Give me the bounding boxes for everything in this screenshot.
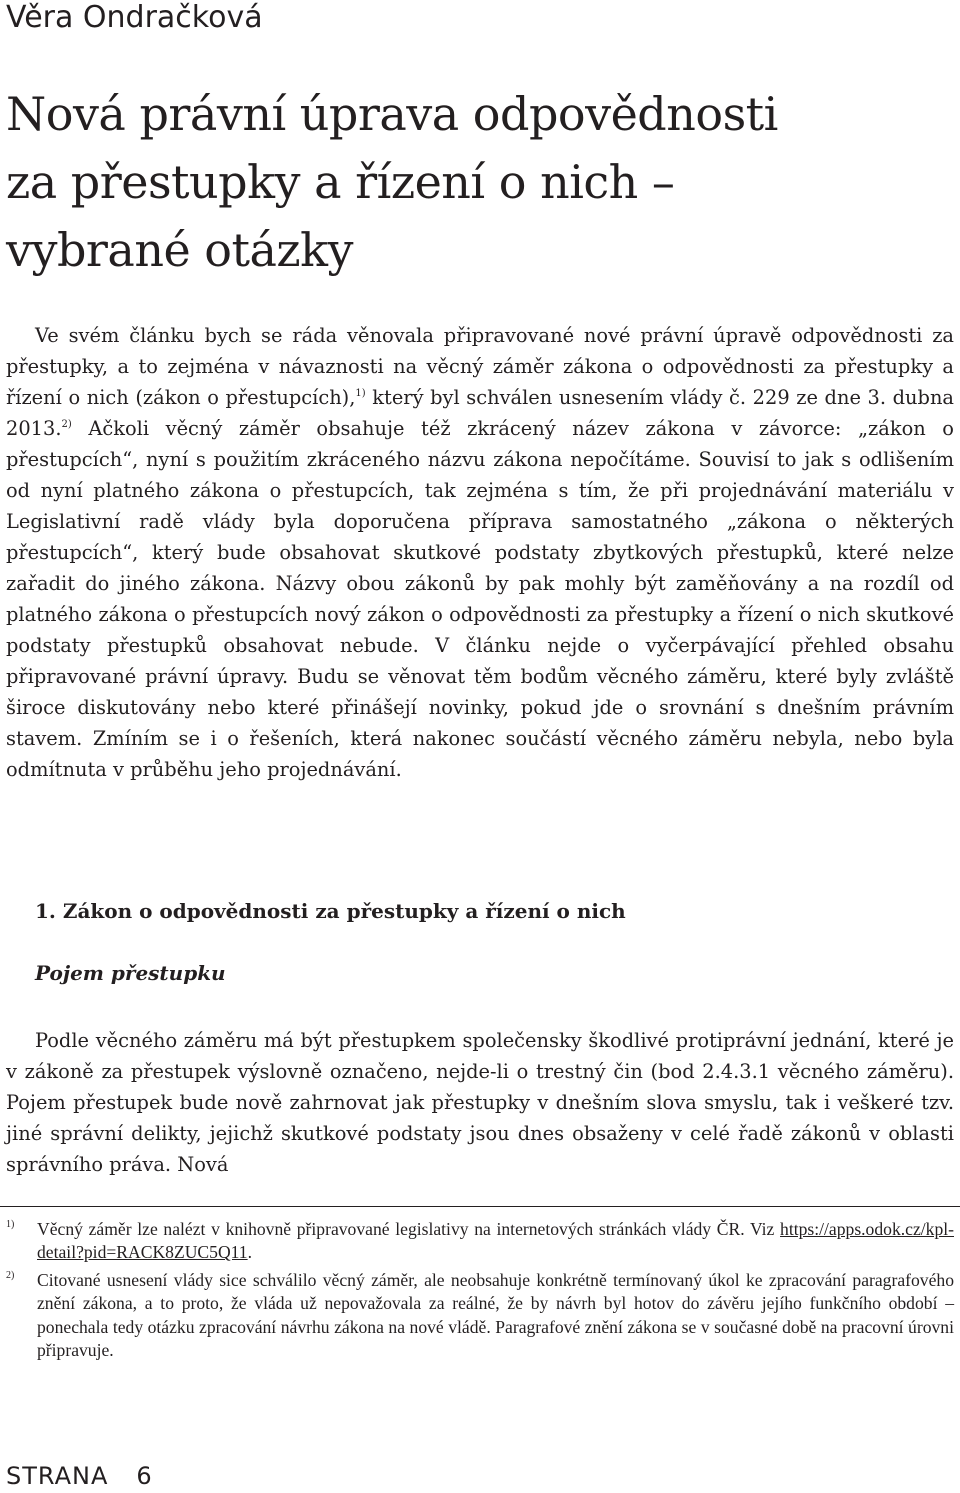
author-name: Věra Ondračková xyxy=(6,0,263,35)
footnote-2 xyxy=(6,1269,954,1363)
title-line-2: za přestupky a řízení o nich – xyxy=(6,155,675,209)
footnote-1-text: Věcný záměr lze nalézt v knihovně připravované legislativy na internetových stránkách vlády ČR. Viz xyxy=(37,1219,781,1239)
footnote-1-link[interactable]: https://apps.odok.cz/kpl-detail?pid=RACK8ZUC5Q11 xyxy=(37,1219,954,1263)
footnote-divider xyxy=(0,1206,960,1207)
footnote-ref-2[interactable]: 2) xyxy=(61,419,72,430)
intro-text-2: který byl schválen usnesením vlády č. 229 ze dne 3. dubna 2013. xyxy=(6,386,954,440)
footnote-2-text: Citované usnesení vlády sice schválilo věcný záměr, ale neobsahuje konkrétně termínovaný úkol ke zpracování paragrafového znění zákona, a to proto, že vláda už nepovažovala za reálné, že by návrh byl hotov do závěru jejího funkčního období – ponechala tedy otázku zpracování návrhu zákona na nové vládě. Paragrafové znění zákona se v současné době na pracovní úrovni připravuje. xyxy=(37,1269,954,1361)
article-title xyxy=(6,80,946,284)
footnotes xyxy=(6,1218,954,1366)
footnote-1-mark: 1) xyxy=(6,1219,15,1230)
intro-text-1: Ve svém článku bych se ráda věnovala připravované nové právní úpravě odpovědnosti za přestupky, a to zejména v návaznosti na věcný záměr zákona o odpovědnosti za přestupky a řízení o nich (zákon o přestupcích), xyxy=(6,324,954,409)
intro-text-3: Ačkoli věcný záměr obsahuje též zkrácený název zákona v závorce: „zákon o přestupcích“, nyní s použitím zkráceného názvu zákona nepočítáme. Souvisí to jak s odlišením od nyní platného zákona o přestupcích, tak zejména s tím, že při projednávání materiálu v Legislativní radě vlády byla doporučena příprava samostatného „zákona o některých přestupcích“, který bude obsahovat skutkové podstaty zbytkových přestupků, které nelze zařadit do jiného zákona. Názvy obou zákonů by pak mohly být zaměňovány a na rozdíl od platného zákona o přestupcích nový zákon o odpovědnosti za přestupky a řízení o nich skutkové podstaty přestupků obsahovat nebude. V článku nejde o vyčerpávající přehled obsahu připravované právní úpravy. Budu se věnovat těm bodům věcného záměru, které byly zvláště široce diskutovány nebo které přinášejí novinky, pokud jde o srovnání s dnešním právním stavem. Zmíním se i o řešeních, která nakonec součástí věcného záměru nebyla, nebo byla odmítnuta v průběhu jeho projednávání. xyxy=(6,417,954,781)
title-line-3: vybrané otázky xyxy=(6,223,354,277)
footnote-2-mark: 2) xyxy=(6,1269,15,1281)
section-paragraph xyxy=(6,1025,954,1180)
intro-paragraph xyxy=(6,320,954,785)
page-label: STRANA xyxy=(6,1462,109,1490)
section-heading: 1. Zákon o odpovědnosti za přestupky a řízení o nich xyxy=(35,899,626,923)
page-number: 6 xyxy=(136,1462,153,1490)
footnote-1 xyxy=(6,1218,954,1265)
footnote-1-text-end: . xyxy=(247,1242,253,1263)
section-subheading: Pojem přestupku xyxy=(35,961,226,985)
footnote-ref-1[interactable]: 1) xyxy=(355,388,366,399)
title-line-1: Nová právní úprava odpovědnosti xyxy=(6,87,778,141)
section-text: Podle věcného záměru má být přestupkem společensky škodlivé protiprávní jednání, které je v zákoně za přestupek výslovně označeno, nejde-li o trestný čin (bod 2.4.3.1 věcného záměru). Pojem přestupek bude nově zahrnovat jak přestupky v dnešním slova smyslu, tak i veškeré tzv. jiné správní delikty, jejichž skutkové podstaty jsou dnes obsaženy v celé řadě zákonů v oblasti správního práva. Nová xyxy=(6,1029,954,1176)
page-footer xyxy=(6,1461,153,1491)
